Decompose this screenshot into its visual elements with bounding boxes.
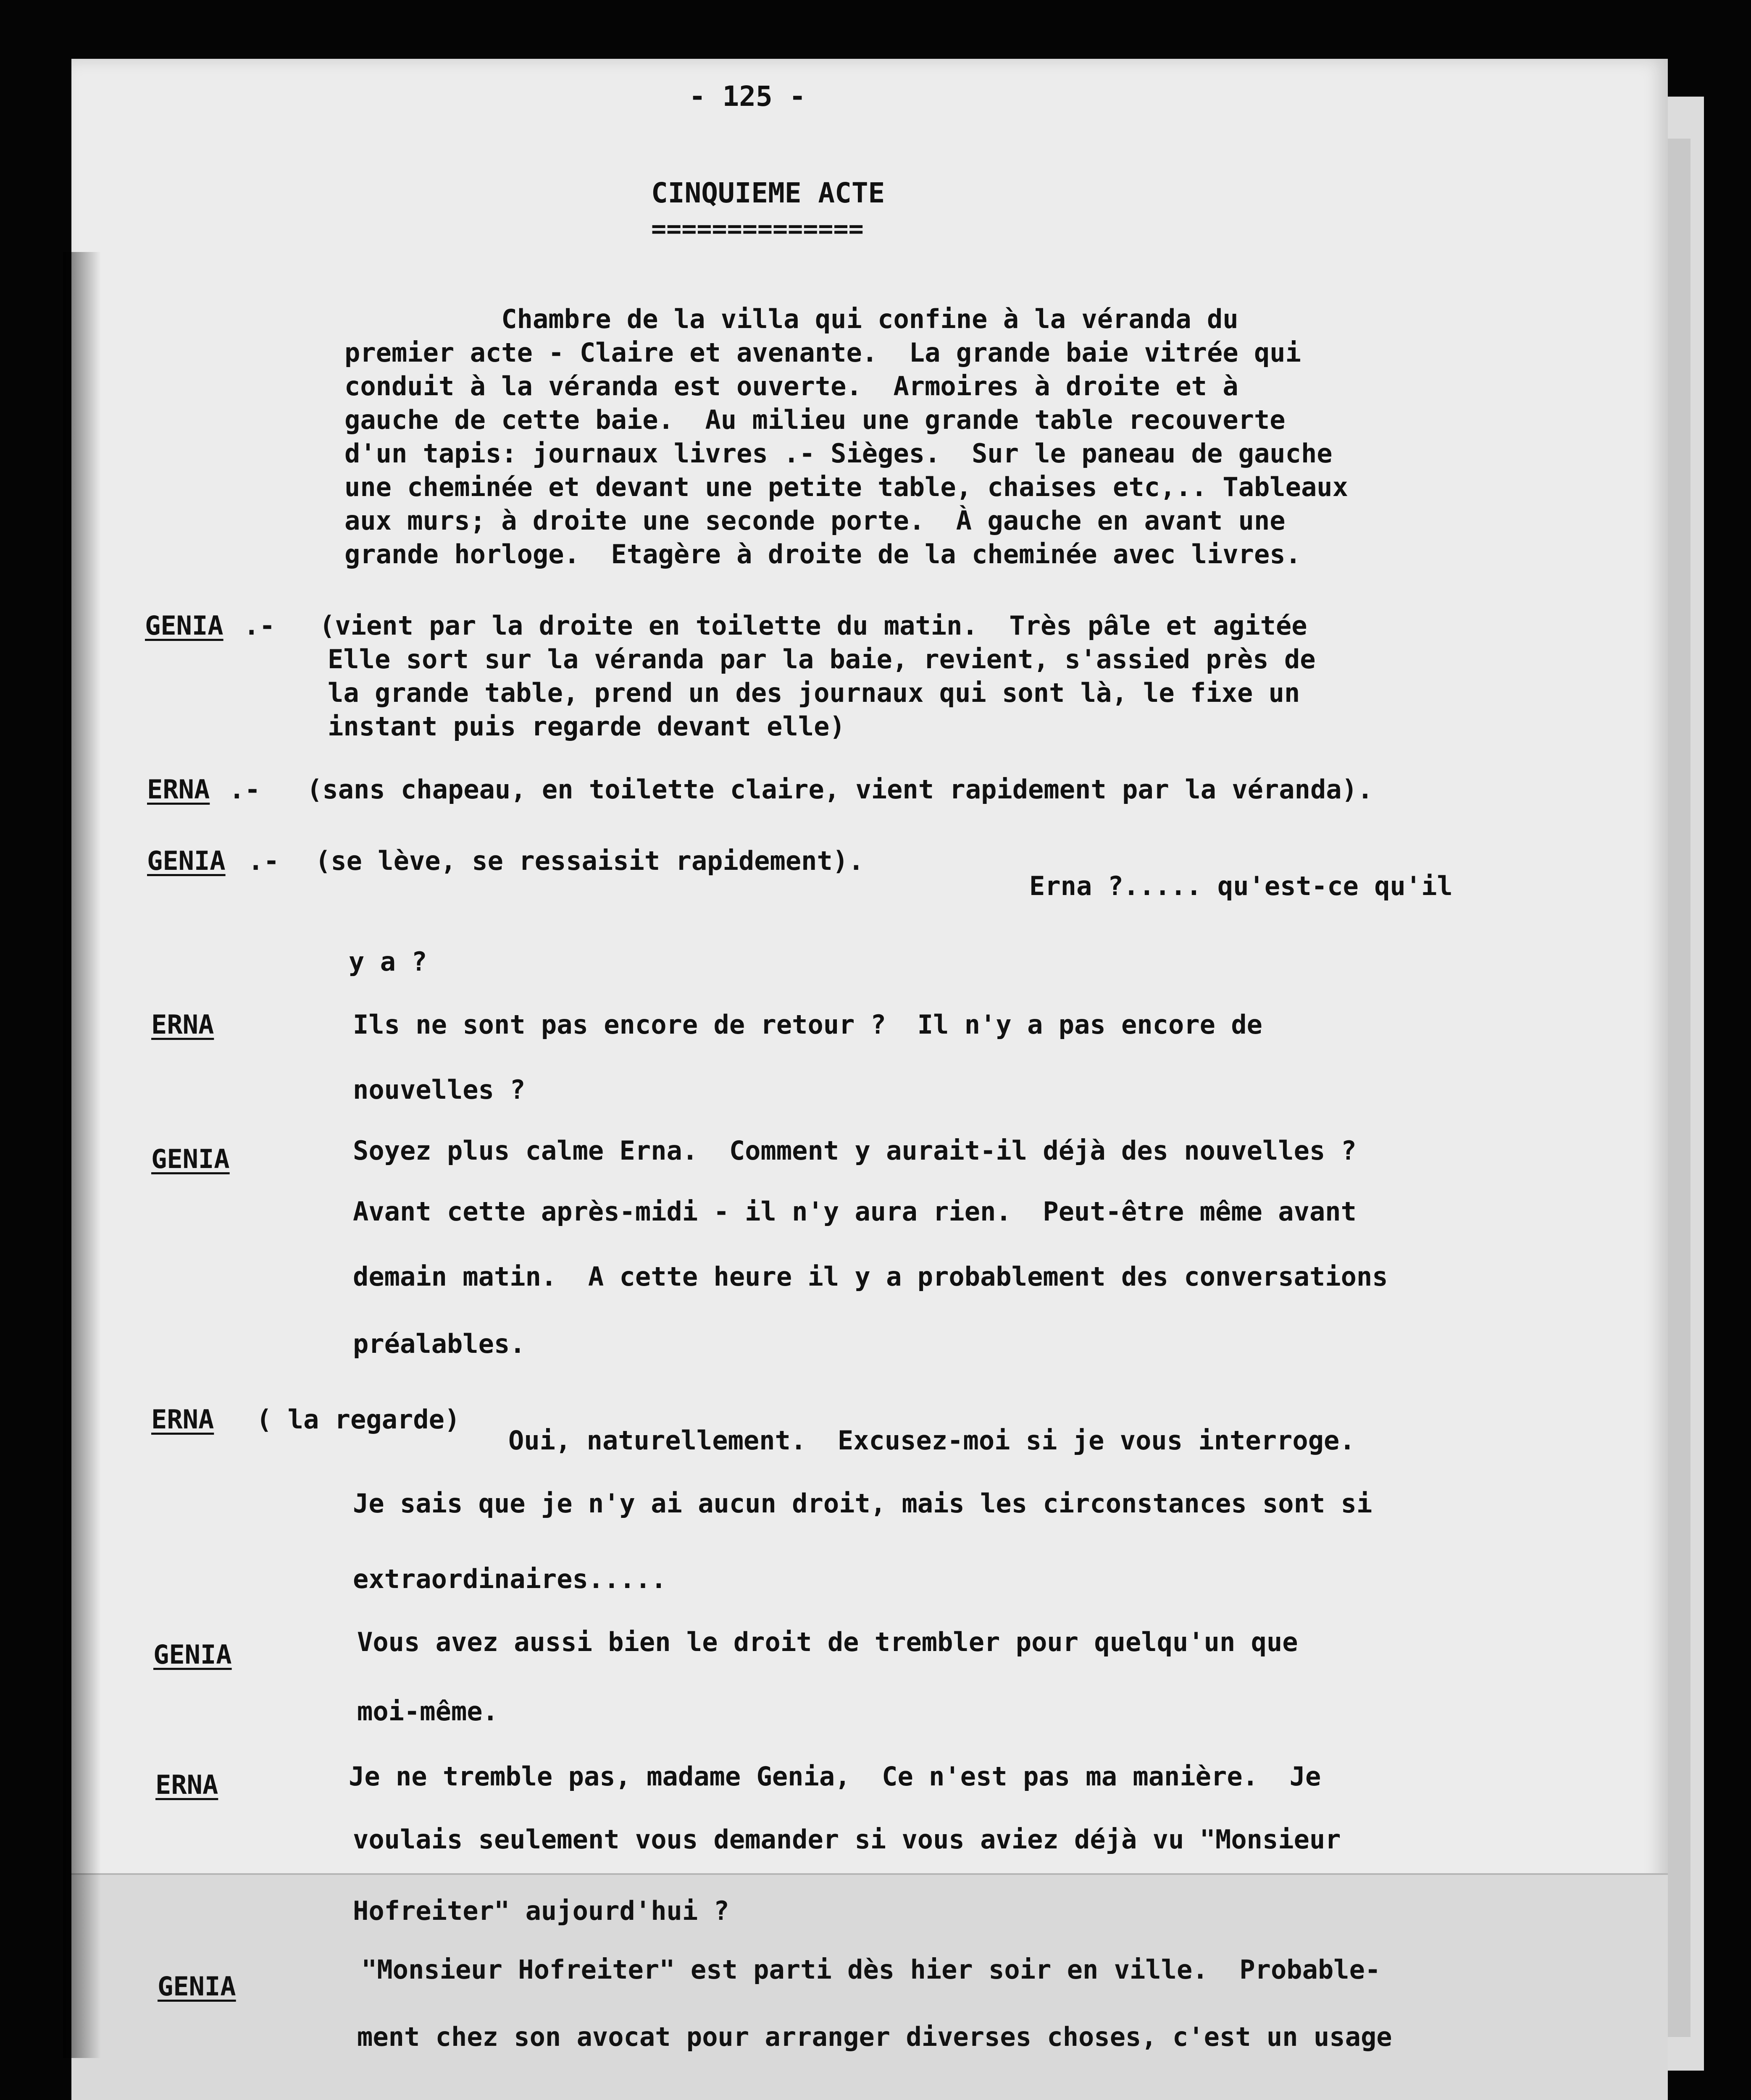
- act-title-underline: ==============: [651, 214, 864, 244]
- speaker-name: GENIA: [158, 1971, 236, 2002]
- page-number: - 125 -: [689, 80, 806, 113]
- stage-direction: [344, 302, 1613, 571]
- dialogue-line: Elle sort sur la véranda par la baie, revient, s'assied près de: [328, 644, 1316, 675]
- dialogue-line: moi-même.: [357, 1696, 498, 1727]
- stage-line: conduit à la véranda est ouverte. Armoires à droite et à: [344, 371, 1238, 402]
- dialogue-line: Vous avez aussi bien le droit de trembler pour quelqu'un que: [357, 1627, 1298, 1657]
- dialogue-line: (sans chapeau, en toilette claire, vient rapidement par la véranda).: [307, 774, 1373, 805]
- dialogue-line: Soyez plus calme Erna. Comment y aurait-il déjà des nouvelles ?: [353, 1135, 1357, 1166]
- speaker-name: GENIA: [151, 1144, 230, 1174]
- dialogue-line: la grande table, prend un des journaux qui sont là, le fixe un: [328, 677, 1300, 708]
- dialogue-line: (se lève, se ressaisit rapidement).: [315, 845, 864, 876]
- dialogue-line: Ils ne sont pas encore de retour ? Il n'y a pas encore de: [353, 1009, 1262, 1040]
- dialogue-line: Je sais que je n'y ai aucun droit, mais les circonstances sont si: [353, 1488, 1372, 1519]
- stage-line: Chambre de la villa qui confine à la véranda du: [344, 304, 1238, 334]
- stage-line: d'un tapis: journaux livres .- Sièges. Sur le paneau de gauche: [344, 438, 1333, 469]
- dialogue-line: Avant cette après-midi - il n'y aura rien. Peut-être même avant: [353, 1196, 1357, 1227]
- stage-line: gauche de cette baie. Au milieu une grande table recouverte: [344, 404, 1286, 435]
- dialogue-line: voulais seulement vous demander si vous aviez déjà vu "Monsieur: [353, 1824, 1341, 1855]
- stage-line: aux murs; à droite une seconde porte. À gauche en avant une: [344, 505, 1286, 536]
- speaker-suffix: .-: [229, 774, 260, 805]
- dialogue-line: Oui, naturellement. Excusez-moi si je vous interroge.: [508, 1425, 1355, 1456]
- dialogue-line: demain matin. A cette heure il y a probablement des conversations: [353, 1261, 1388, 1292]
- speaker-suffix: .-: [248, 845, 279, 876]
- dialogue-line: "Monsieur Hofreiter" est parti dès hier soir en ville. Probable-: [361, 1954, 1381, 1985]
- dialogue-line: ment chez son avocat pour arranger diverses choses, c'est un usage: [357, 2021, 1392, 2052]
- page-fold-shadow: [71, 1873, 1668, 2100]
- speaker-name: GENIA: [147, 845, 226, 876]
- speaker-name: GENIA: [153, 1639, 232, 1670]
- dialogue-line: préalables.: [353, 1328, 526, 1359]
- speaker-name: ERNA: [151, 1009, 214, 1040]
- speaker-name: ERNA: [151, 1404, 214, 1435]
- act-title: CINQUIEME ACTE: [651, 177, 885, 209]
- speaker-suffix: .-: [244, 610, 275, 641]
- speaker-name: ERNA: [147, 774, 210, 805]
- dialogue-line: extraordinaires.....: [353, 1564, 667, 1594]
- dialogue-line: nouvelles ?: [353, 1074, 526, 1105]
- binding-shadow: [63, 252, 101, 2058]
- speaker-suffix: ( la regarde): [256, 1404, 460, 1435]
- stage-line: premier acte - Claire et avenante. La grande baie vitrée qui: [344, 337, 1301, 368]
- stage-line: une cheminée et devant une petite table, chaises etc,.. Tableaux: [344, 472, 1348, 502]
- speaker-name: ERNA: [155, 1769, 218, 1800]
- dialogue-line: Erna ?..... qu'est-ce qu'il: [1029, 871, 1453, 901]
- speaker-name: GENIA: [145, 610, 223, 641]
- dialogue-line: Je ne tremble pas, madame Genia, Ce n'est pas ma manière. Je: [349, 1761, 1321, 1792]
- dialogue-line: (vient par la droite en toilette du matin. Très pâle et agitée: [319, 610, 1307, 641]
- stage-line: grande horloge. Etagère à droite de la cheminée avec livres.: [344, 539, 1301, 570]
- dialogue-line: y a ?: [349, 946, 427, 977]
- dialogue-line: instant puis regarde devant elle): [328, 711, 845, 742]
- dialogue-line: Hofreiter" aujourd'hui ?: [353, 1895, 729, 1926]
